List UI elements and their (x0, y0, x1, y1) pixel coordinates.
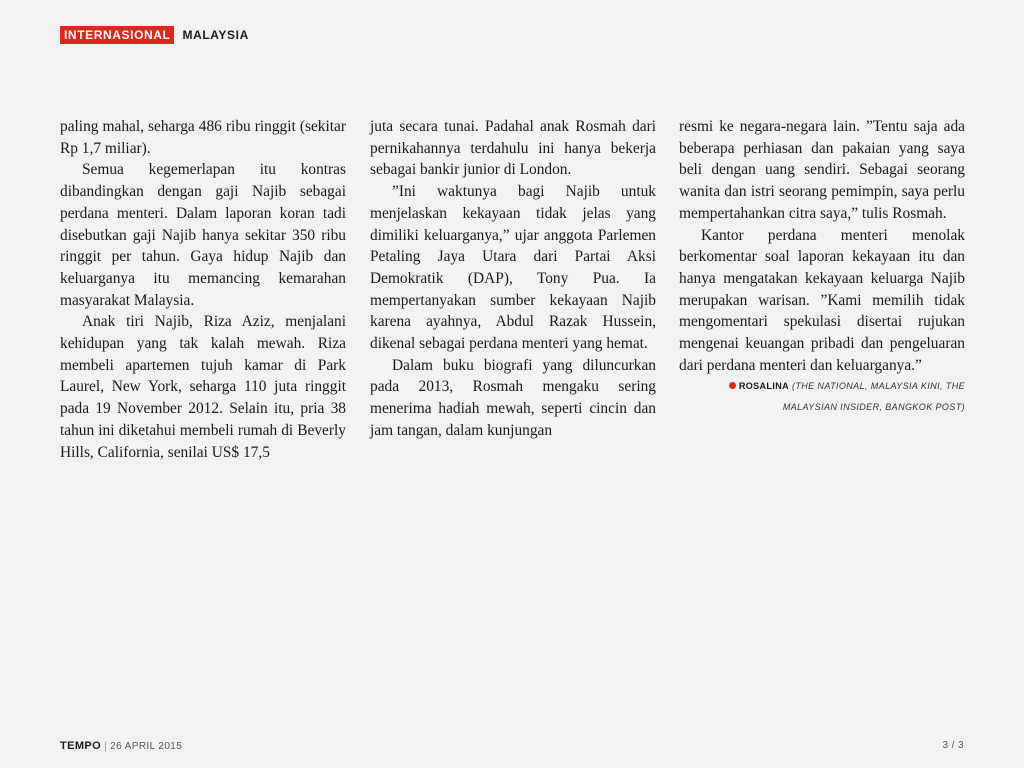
author-credit (679, 376, 965, 418)
article-paragraph: Dalam buku biografi yang diluncurkan pada 2013, Rosmah mengaku sering menerima hadiah mewah, seperti cincin dan jam tangan, dalam kunjungan (370, 356, 656, 439)
article-column-2 (370, 116, 656, 442)
subsection-label: MALAYSIA (182, 28, 249, 42)
article-paragraph: resmi ke negara-negara lain. ”Tentu saja ada beberapa perhiasan dan pakaian yang saya beli dengan uang sendiri. Sebagai seorang wanita dan istri seorang pemimpin, saya perlu mempertahankan citra saya,” tulis Rosmah. (679, 118, 965, 222)
publication-brand: TEMPO (60, 740, 102, 752)
credit-sources: (THE NATIONAL, MALAYSIA KINI, THE MALAYSIAN INSIDER, BANGKOK POST) (782, 381, 965, 413)
footer-separator: | (104, 741, 108, 752)
bullet-dot-icon (729, 382, 736, 389)
article-paragraph: Anak tiri Najib, Riza Aziz, menjalani kehidupan yang tak kalah mewah. Riza membeli apartemen tujuh kamar di Park Laurel, New York, seharga 110 juta ringgit pada 19 November 2012. Selain itu, pria 38 tahun ini diketahui membeli rumah di Beverly Hills, California, senilai US$ 17,5 (60, 313, 346, 461)
article-paragraph: juta secara tunai. Padahal anak Rosmah dari pernikahannya terdahulu ini hanya bekerja sebagai bankir junior di London. (370, 118, 656, 179)
publication-date: 26 APRIL 2015 (110, 741, 183, 752)
footer-publication (60, 740, 182, 752)
page-number: 3 / 3 (942, 740, 964, 751)
article-paragraph: paling mahal, seharga 486 ribu ringgit (sekitar Rp 1,7 miliar). (60, 118, 346, 157)
article-paragraph: Semua kegemerlapan itu kontras dibandingkan dengan gaji Najib sebagai perdana menteri. Dalam laporan koran tadi disebutkan gaji Najib hanya sekitar 350 ribu ringgit per tahun. Gaya hidup Najib dan keluarganya itu memancing kemarahan masyarakat Malaysia. (60, 161, 346, 309)
author-name: ROSALINA (738, 381, 790, 392)
section-label: INTERNASIONAL (60, 26, 174, 44)
article-column-1 (60, 116, 346, 463)
article-paragraph: Kantor perdana menteri menolak berkomentar soal laporan kekayaan itu dan hanya mengatakan kekayaan keluarga Najib merupakan warisan. ”Kami memilih tidak mengomentari spekulasi disertai rujukan mengenai keuangan pribadi dan pengeluaran dari perdana menteri dan keluarganya.” (679, 226, 965, 374)
section-header (60, 25, 249, 45)
article-paragraph: ”Ini waktunya bagi Najib untuk menjelaskan kekayaan tidak jelas yang dimiliki keluarganya,” ujar anggota Parlemen Petaling Jaya Utara dari Partai Aksi Demokratik (DAP), Tony Pua. Ia mempertanyakan sumber kekayaan Najib karena ayahnya, Abdul Razak Hussein, dikenal sebagai perdana menteri yang hemat. (370, 183, 656, 353)
article-column-3 (679, 116, 965, 418)
